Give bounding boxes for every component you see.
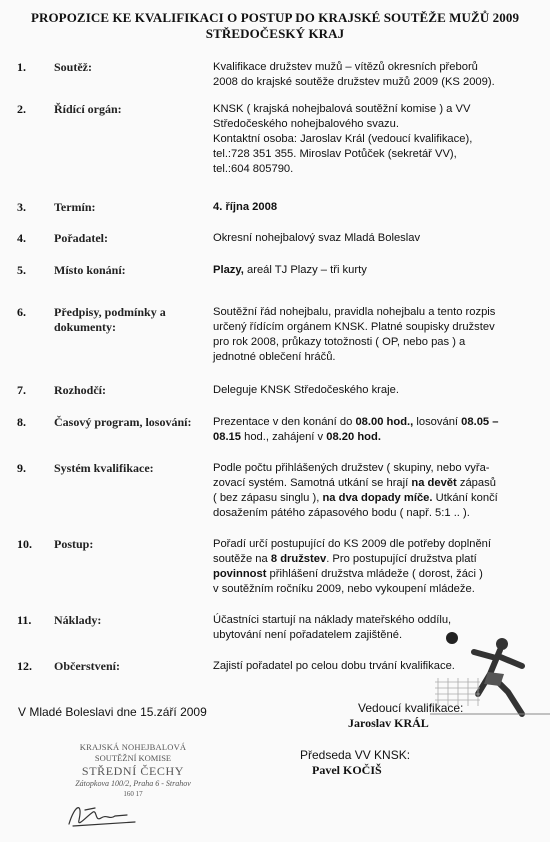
item-label: Pořadatel: xyxy=(54,231,108,245)
bold-text: 8 družstev xyxy=(270,553,327,565)
content-line xyxy=(213,117,540,132)
text: Prezentace v den konání do xyxy=(213,416,356,428)
document-subtitle: STŘEDOČESKÝ KRAJ xyxy=(205,26,345,41)
item-content xyxy=(213,102,540,177)
text: Deleguje KNSK Středočeského kraje. xyxy=(213,384,399,396)
text: zovací systém. Samotná utkání se hrají xyxy=(213,477,412,489)
content-line xyxy=(213,320,540,335)
item-label: Místo konání: xyxy=(54,263,126,277)
content-line xyxy=(213,305,540,320)
item-label: Občerstvení: xyxy=(54,659,120,673)
bold-text: povinnost xyxy=(213,568,267,580)
text: Pořadí určí postupující do KS 2009 dle potřeby doplnění xyxy=(213,538,492,550)
content-line xyxy=(213,476,540,491)
text: zápasů xyxy=(456,477,496,489)
text: areál TJ Plazy – tři kurty xyxy=(243,264,367,276)
place-and-date: V Mladé Boleslavi dne 15.září 2009 xyxy=(18,705,207,719)
item-number: 11. xyxy=(17,613,32,627)
content-line xyxy=(213,552,540,567)
item-content xyxy=(213,305,540,365)
item-number: 2. xyxy=(17,102,26,116)
bold-text: 4. října 2008 xyxy=(213,201,278,213)
content-line xyxy=(213,415,540,430)
stamp-line-3: STŘEDNÍ ČECHY xyxy=(81,764,185,778)
text: Soutěžní řád nohejbalu, pravidla nohejbalu a tento rozpis xyxy=(213,306,496,318)
content-line xyxy=(213,461,540,476)
item-label: Postup: xyxy=(54,537,94,551)
text: . Pro postupující družstva platí xyxy=(326,553,477,565)
handwritten-signature xyxy=(65,798,145,833)
text: Středočeského nohejbalového svazu. xyxy=(213,118,399,130)
text: Účastníci startují na náklady mateřského oddílu, xyxy=(213,614,452,626)
content-line xyxy=(213,200,540,215)
text: dosažením pátého zápasového bodu ( např. 5:1 .. ). xyxy=(213,507,470,519)
text: ubytování není pořadatelem zajištěné. xyxy=(213,629,403,641)
text: Kontaktní osoba: Jaroslav Král (vedoucí kvalifikace), xyxy=(213,133,473,145)
chair-role: Předseda VV KNSK: xyxy=(300,748,411,762)
chair-signature-block xyxy=(300,748,410,778)
item-number: 3. xyxy=(17,200,26,214)
item-label: Náklady: xyxy=(54,613,102,627)
bold-text: 08.20 hod. xyxy=(326,431,381,443)
item-label: Řídící orgán: xyxy=(54,102,122,116)
content-line xyxy=(213,147,540,162)
text: tel.:728 351 355. Miroslav Potůček (sekretář VV), xyxy=(213,148,457,160)
text: 2008 do krajské soutěže družstev mužů 2009 (KS 2009). xyxy=(213,76,495,88)
item-number: 9. xyxy=(17,461,26,475)
item-content xyxy=(213,60,540,90)
text: ( bez zápasu singlu ), xyxy=(213,492,323,504)
item-content xyxy=(213,263,540,278)
content-line xyxy=(213,567,540,582)
item-number: 10. xyxy=(17,537,32,551)
content-line xyxy=(213,537,540,552)
item-label: Termín: xyxy=(54,200,96,214)
text: Okresní nohejbalový svaz Mladá Boleslav xyxy=(213,232,421,244)
item-content xyxy=(213,383,540,398)
item-label: Rozhodčí: xyxy=(54,383,106,397)
leader-name: Jaroslav KRÁL xyxy=(348,716,429,730)
content-line xyxy=(213,383,540,398)
text: hod., zahájení v xyxy=(241,431,327,443)
text: losování xyxy=(413,416,462,428)
bold-text: Plazy, xyxy=(213,264,244,276)
item-number: 5. xyxy=(17,263,26,277)
content-line xyxy=(213,582,540,597)
content-line xyxy=(213,231,540,246)
item-label: Předpisy, podmínky a dokumenty: xyxy=(54,305,166,334)
item-label: Soutěž: xyxy=(54,60,92,74)
text: KNSK ( krajská nohejbalová soutěžní komise ) a VV xyxy=(213,103,471,115)
content-line xyxy=(213,132,540,147)
bold-text: 08.05 – xyxy=(461,416,499,428)
item-number: 1. xyxy=(17,60,26,74)
leader-role: Vedoucí kvalifikace: xyxy=(358,701,464,715)
content-line xyxy=(213,350,540,365)
chair-name: Pavel KOČIŠ xyxy=(312,763,382,777)
text: tel.:604 805790. xyxy=(213,163,294,175)
bold-text: 08.15 xyxy=(213,431,241,443)
committee-stamp xyxy=(58,742,208,800)
text: pro rok 2008, průkazy totožnosti ( OP, nebo pas ) a xyxy=(213,336,466,348)
item-number: 8. xyxy=(17,415,26,429)
content-line xyxy=(213,491,540,506)
content-line xyxy=(213,263,540,278)
text: soutěže na xyxy=(213,553,271,565)
text: přihlášení družstva mládeže ( dorost, žáci ) xyxy=(266,568,483,580)
document-title: PROPOZICE KE KVALIFIKACI O POSTUP DO KRAJSKÉ SOUTĚŽE MUŽŮ 2009 xyxy=(30,10,520,25)
item-content xyxy=(213,200,540,215)
content-line xyxy=(213,60,540,75)
item-label: Časový program, losování: xyxy=(54,415,192,429)
stamp-line-2: SOUTĚŽNÍ KOMISE xyxy=(94,753,172,763)
leader-signature-block xyxy=(348,701,464,731)
item-content xyxy=(213,415,540,445)
text: Zajistí pořadatel po celou dobu trvání kvalifikace. xyxy=(213,660,455,672)
content-line xyxy=(213,506,540,521)
content-line xyxy=(213,430,540,445)
item-label: Systém kvalifikace: xyxy=(54,461,154,475)
item-content xyxy=(213,461,540,521)
stamp-line-4: Zátopkova 100/2, Praha 6 - Strahov xyxy=(75,779,191,788)
stamp-line-5: 160 17 xyxy=(123,790,143,798)
content-line xyxy=(213,162,540,177)
text: určený řídícím orgánem KNSK. Platné soupisky družstev xyxy=(213,321,495,333)
content-line xyxy=(213,75,540,90)
text: jednotné oblečení hráčů. xyxy=(213,351,336,363)
item-content xyxy=(213,231,540,246)
item-number: 12. xyxy=(17,659,32,673)
bold-text: na dva dopady míče. xyxy=(322,492,433,504)
bold-text: 08.00 hod., xyxy=(355,416,414,428)
text: Utkání končí xyxy=(432,492,498,504)
text: Kvalifikace družstev mužů – vítězů okresních přeborů xyxy=(213,61,478,73)
bold-text: na devět xyxy=(411,477,457,489)
text: Podle počtu přihlášených družstev ( skupiny, nebo vyřa- xyxy=(213,462,490,474)
item-number: 7. xyxy=(17,383,26,397)
stamp-line-1: KRAJSKÁ NOHEJBALOVÁ xyxy=(79,742,187,752)
content-line xyxy=(213,102,540,117)
content-line xyxy=(213,335,540,350)
item-content xyxy=(213,537,540,597)
text: v soutěžním ročníku 2009, nebo vykoupení mládeže. xyxy=(213,583,475,595)
item-number: 6. xyxy=(17,305,26,319)
item-number: 4. xyxy=(17,231,26,245)
